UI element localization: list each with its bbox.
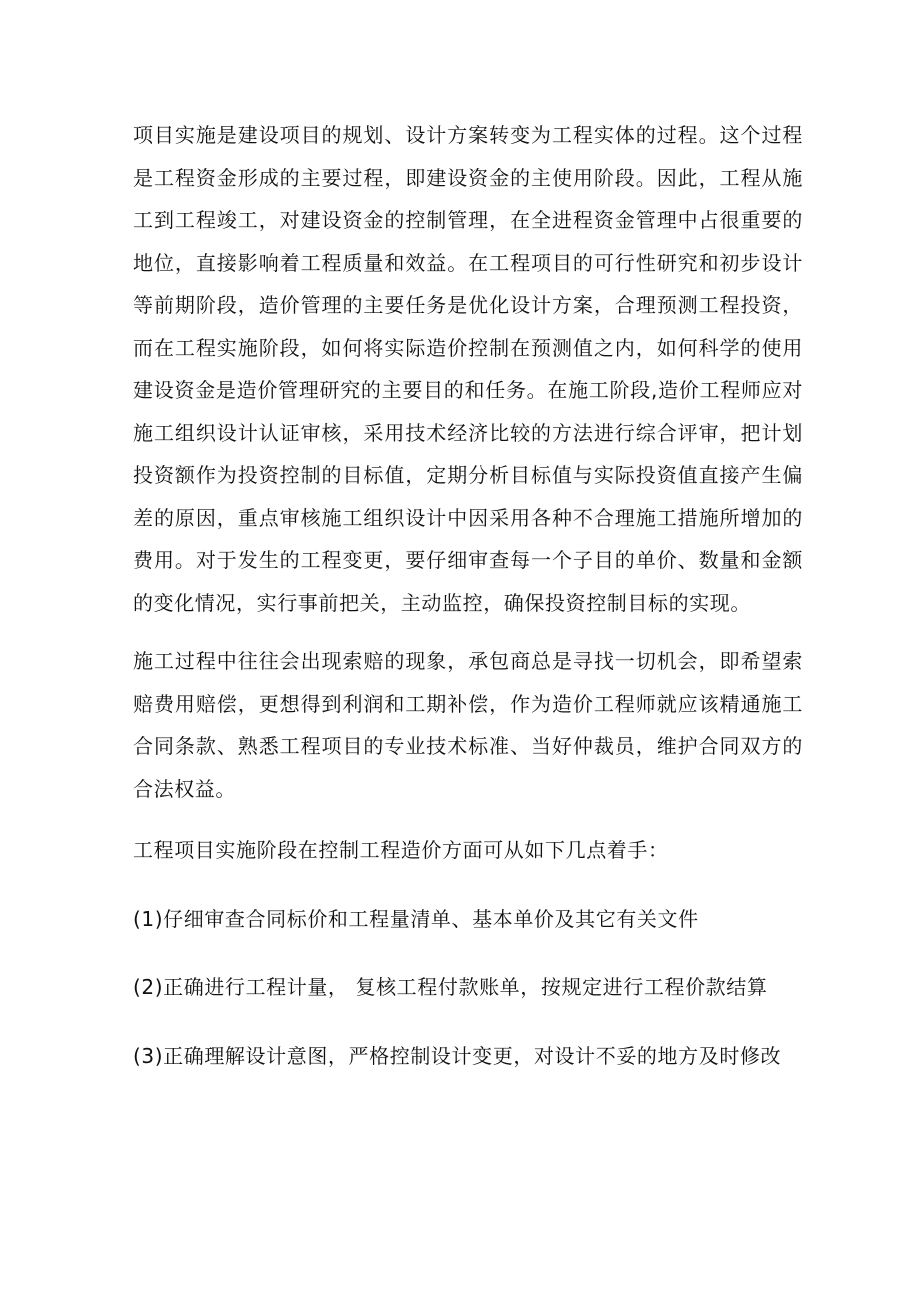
paragraph-claims: 施工过程中往往会出现索赔的现象，承包商总是寻找一切机会，即希望索赔费用赔偿，更想得到利润和工期补偿，作为造价工程师就应该精通施工合同条款、熟悉工程项目的专业技术标准、当好仲裁员，维护合同双方的合法权益。 (133, 649, 803, 801)
paragraph-list-intro: 工程项目实施阶段在控制工程造价方面可从如下几点着手： (133, 838, 669, 862)
list-item: (2)正确进行工程计量， 复核工程付款账单，按规定进行工程价款结算 (133, 975, 768, 999)
paragraph-implementation-stage: 项目实施是建设项目的规划、设计方案转变为工程实体的过程。这个过程是工程资金形成的主要过程，即建设资金的主使用阶段。因此，工程从施工到工程竣工，对建设资金的控制管理，在全进程资金管理中占很重要的地位，直接影响着工程质量和效益。在工程项目的可行性研究和初步设计等前期阶段，造价管理的主要任务是优化设计方案，合理预测工程投资，而在工程实施阶段，如何将实际造价控制在预测值之内，如何科学的使用建设资金是造价管理研究的主要目的和任务。在施工阶段,造价工程师应对施工组织设计认证审核，采用技术经济比较的方法进行综合评审，把计划投资额作为投资控制的目标值，定期分析目标值与实际投资值直接产生偏差的原因，重点审核施工组织设计中因采用各种不合理施工措施所增加的费用。对于发生的工程变更，要仔细审查每一个子目的单价、数量和金额的变化情况，实行事前把关，主动监控，确保投资控制目标的实现。 (133, 123, 803, 615)
document-body (133, 114, 803, 1103)
list-item: (3)正确理解设计意图，严格控制设计变更，对设计不妥的地方及时修改 (133, 1043, 782, 1068)
list-item: (1)仔细审查合同标价和工程量清单、基本单价及其它有关文件 (133, 906, 699, 931)
